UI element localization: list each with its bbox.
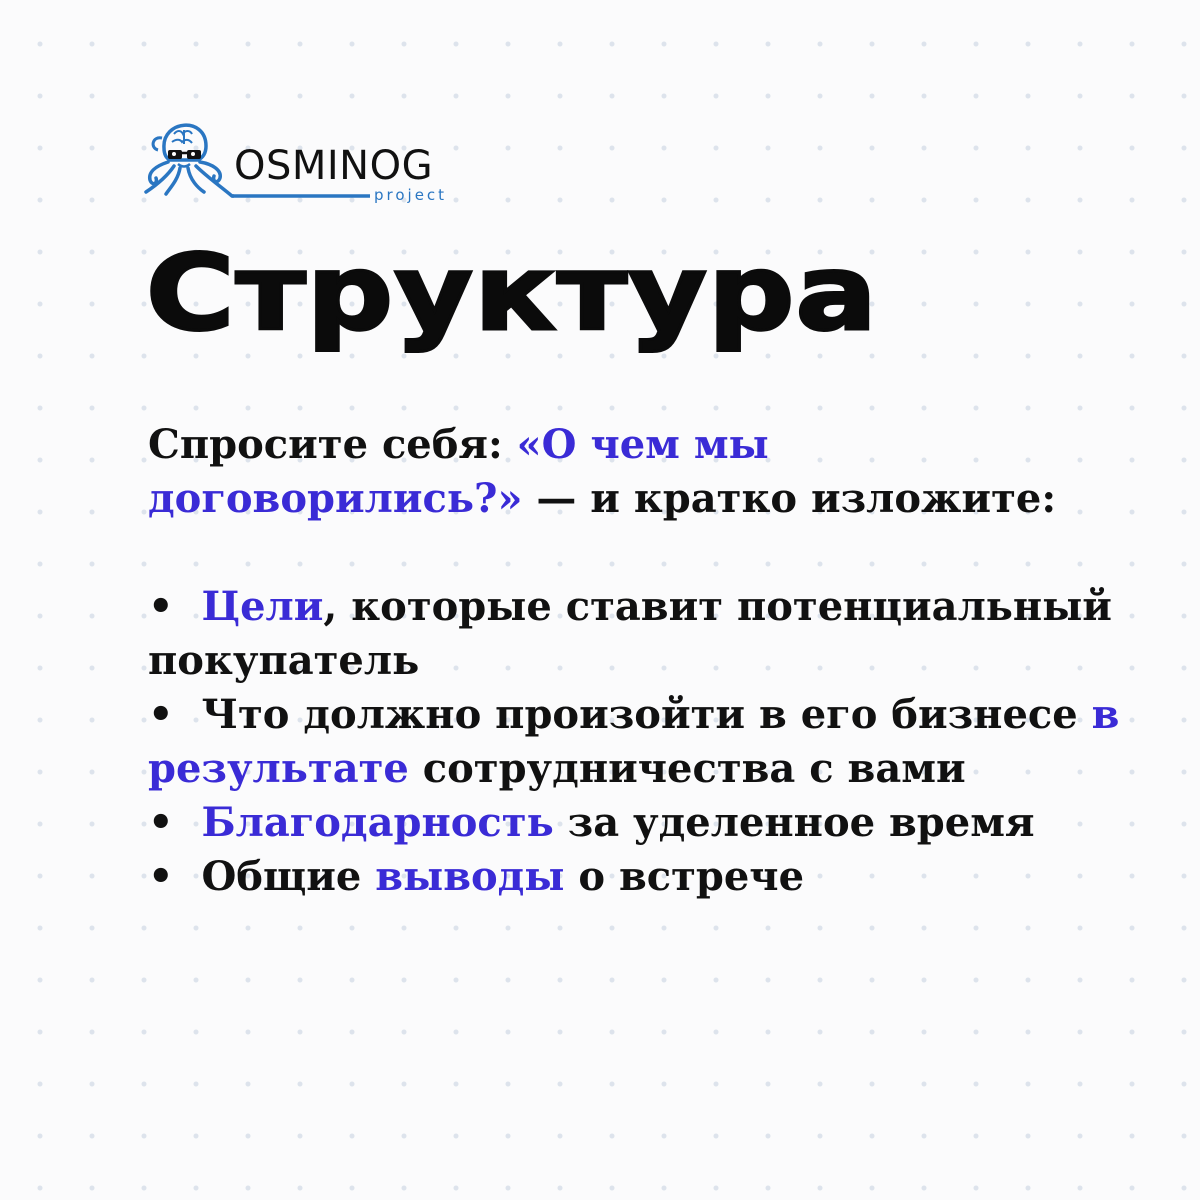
bullet-mark: • (148, 691, 174, 738)
bullet-highlight: в результате (148, 691, 1120, 792)
intro-text: Спросите себя: (148, 421, 517, 468)
list-item (148, 688, 1148, 796)
bullet-list (148, 580, 1148, 904)
content-body (148, 418, 1148, 904)
bullet-text: Общие (201, 853, 376, 900)
bullet-text: за уделенное время (553, 799, 1035, 846)
bullet-text: , которые ставит потенциальный покупатель (148, 583, 1112, 684)
bullet-text: Что должно произойти в его бизнесе (201, 691, 1092, 738)
logo-subtitle: project (374, 186, 448, 204)
bullet-mark: • (148, 583, 174, 630)
intro-paragraph (148, 418, 1148, 526)
list-item (148, 580, 1148, 688)
octopus-with-glasses-icon (144, 108, 234, 208)
list-item (148, 850, 1148, 904)
bullet-highlight: Благодарность (201, 799, 554, 846)
list-item (148, 796, 1148, 850)
spacer (148, 526, 1148, 580)
bullet-mark: • (148, 853, 174, 900)
page-title: Структура (146, 232, 879, 354)
bullet-text: о встрече (564, 853, 805, 900)
intro-text-after: — и кратко изложите: (522, 475, 1057, 522)
brand-logo (144, 108, 474, 208)
bullet-highlight: выводы (375, 853, 565, 900)
bullet-text: сотрудничества с вами (408, 745, 966, 792)
intro-highlight: «О чем мы договорились?» (148, 421, 769, 522)
logo-wordmark: OSMINOG (234, 143, 434, 189)
bullet-highlight: Цели (201, 583, 324, 630)
bullet-mark: • (148, 799, 174, 846)
